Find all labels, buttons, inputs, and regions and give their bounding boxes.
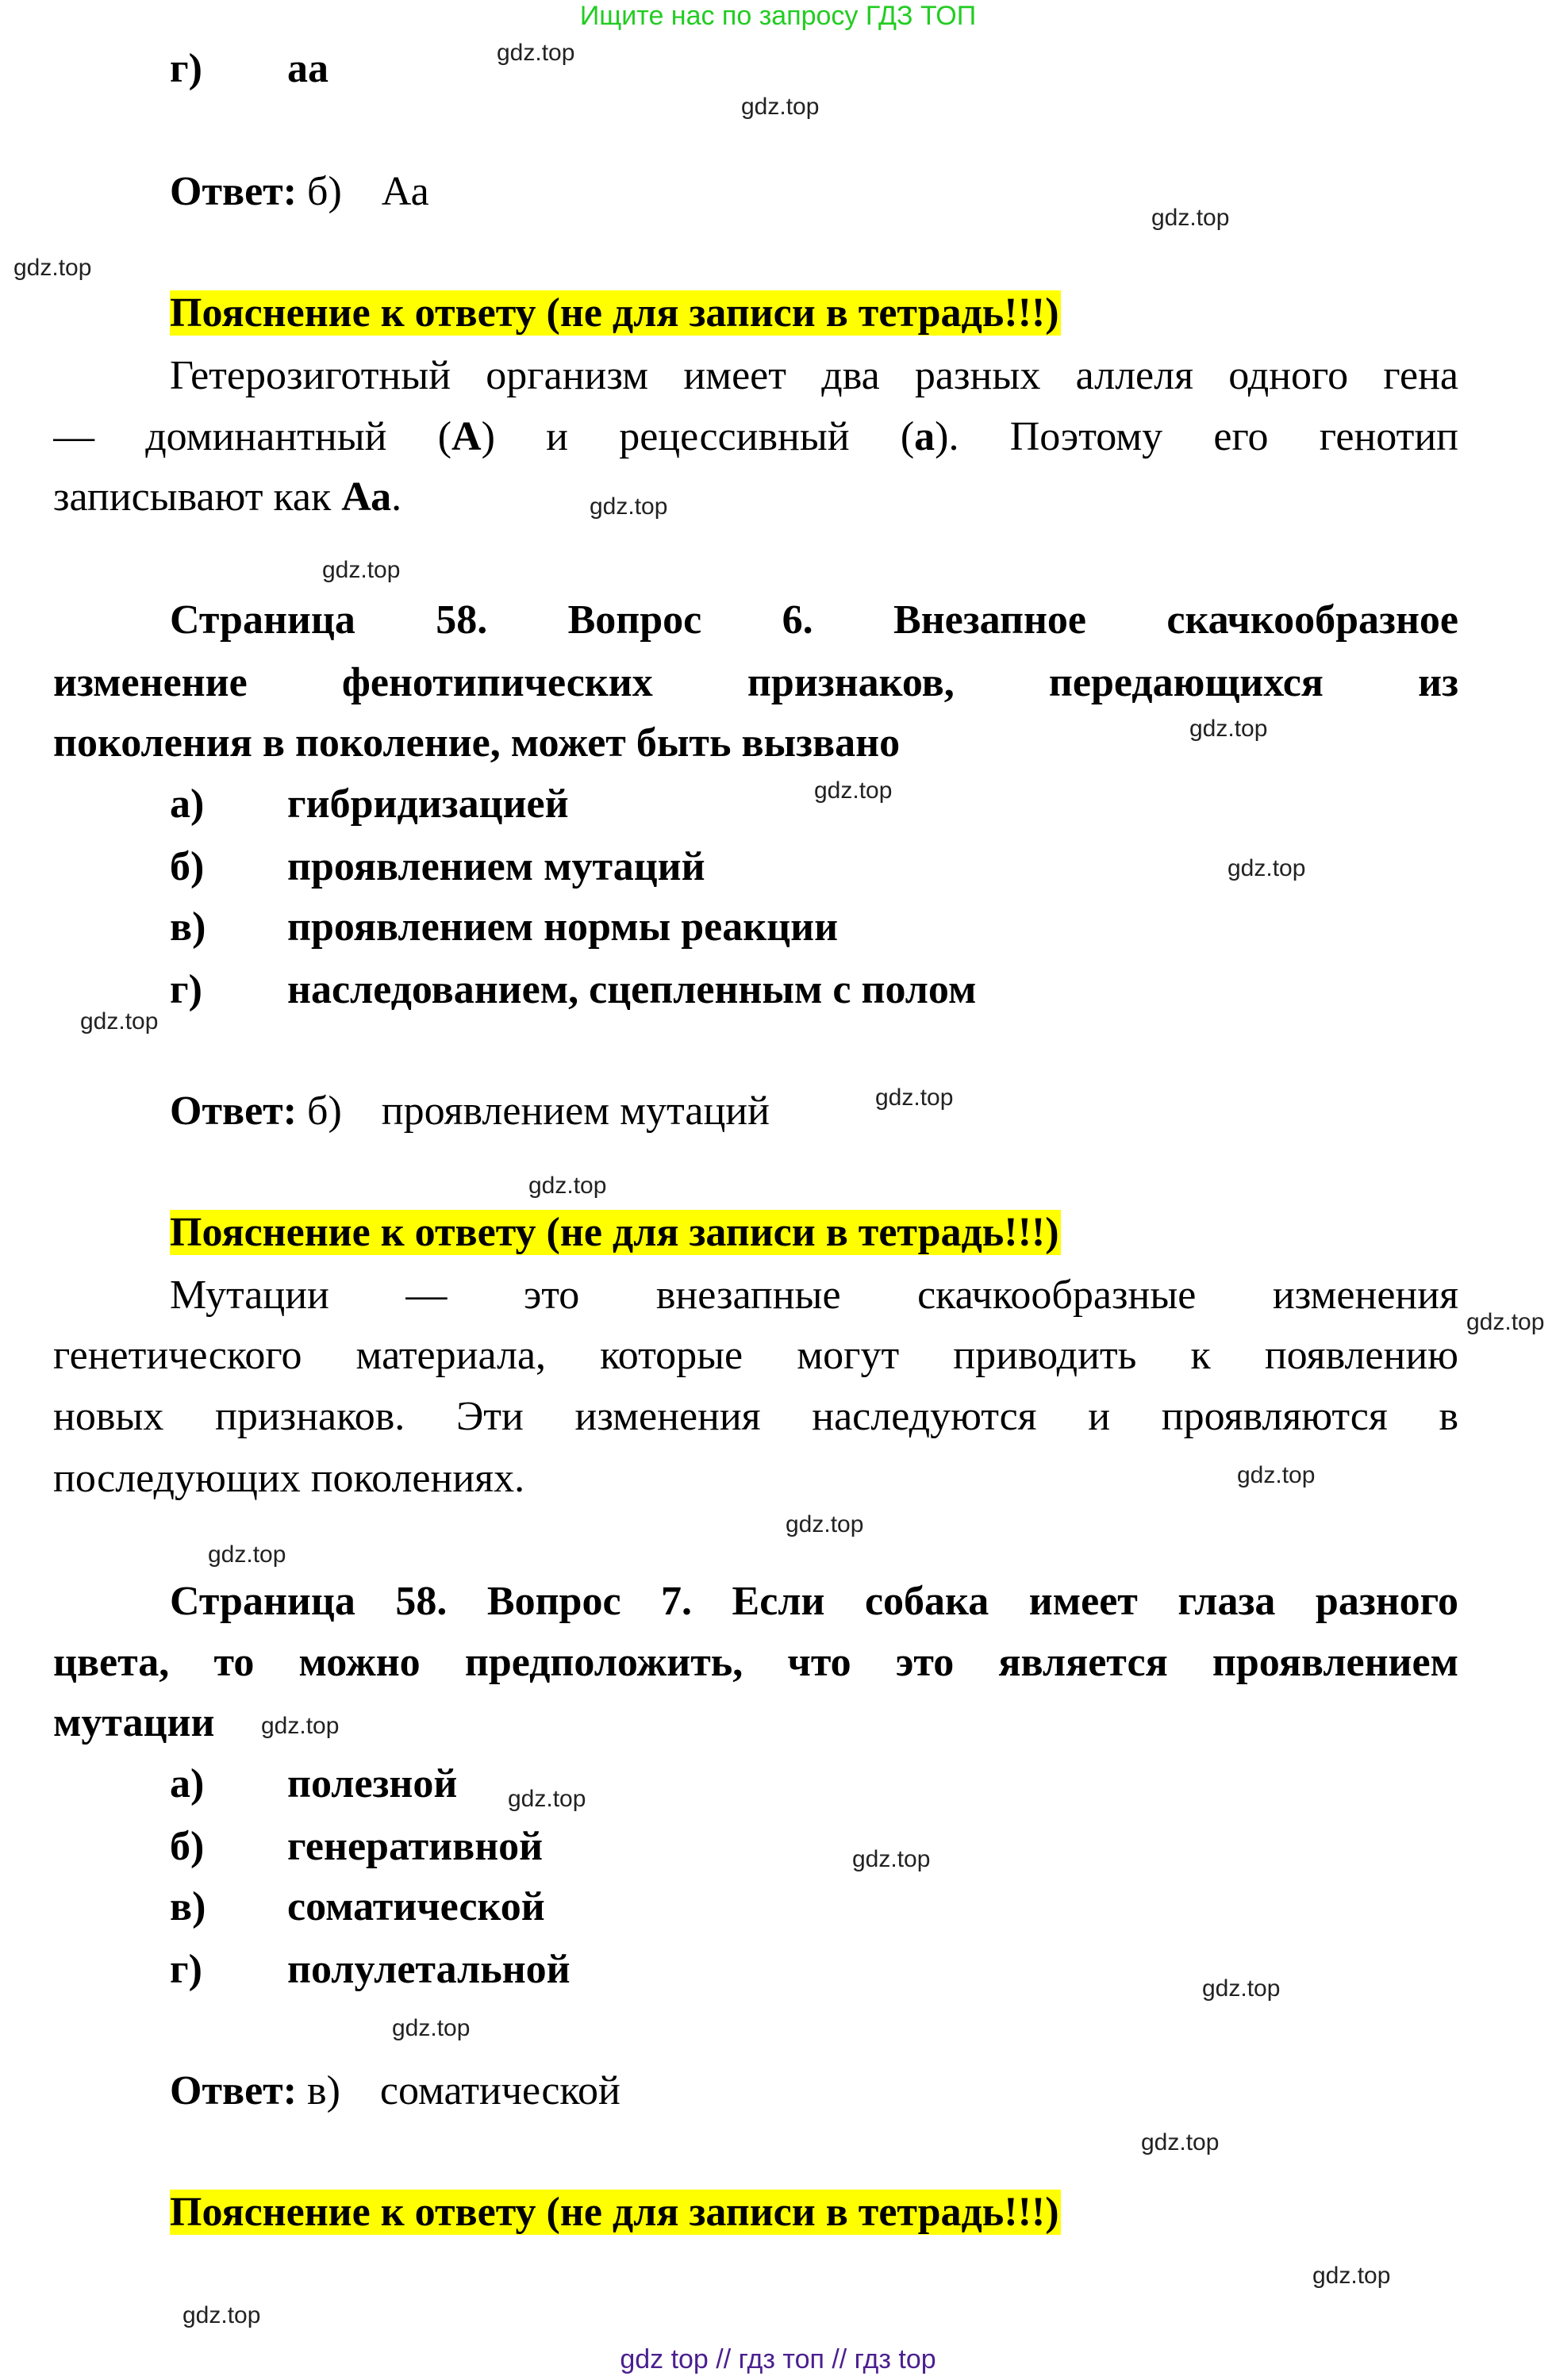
explanation-line: генетического материала, которые могут приводить к появлению — [53, 1333, 1458, 1378]
watermark: gdz.top — [875, 1084, 954, 1111]
question-line: изменение фенотипических признаков, передающихся из — [53, 660, 1458, 705]
explanation-line: новых признаков. Эти изменения наследуются и проявляются в — [53, 1394, 1458, 1439]
watermark: gdz.top — [1151, 205, 1230, 231]
bold-allele: А — [451, 414, 482, 459]
explanation-line: последующих поколениях. — [53, 1456, 525, 1501]
explanation-heading: Пояснение к ответу (не для записи в тетрадь!!!) — [170, 2190, 1059, 2235]
watermark: gdz.top — [528, 1173, 607, 1199]
explanation-line: Мутации — это внезапные скачкообразные изменения — [170, 1273, 1458, 1318]
option-letter: в) — [170, 904, 206, 950]
watermark: gdz.top — [1189, 716, 1268, 742]
option-letter: в) — [170, 1884, 206, 1929]
option-letter: б) — [170, 1824, 205, 1869]
explanation-line — [53, 466, 401, 528]
option-text: полезной — [287, 1761, 458, 1806]
explanation-heading: Пояснение к ответу (не для записи в тетрадь!!!) — [170, 1210, 1059, 1255]
bold-allele: а — [914, 414, 936, 459]
watermark: gdz.top — [814, 777, 893, 804]
answer-letter: б) — [307, 169, 342, 214]
answer-text: соматической — [379, 2068, 620, 2113]
watermark: gdz.top — [80, 1008, 159, 1035]
watermark: gdz.top — [322, 557, 401, 583]
watermark: gdz.top — [590, 493, 668, 520]
watermark: gdz.top — [13, 255, 92, 281]
text-span: записывают как — [53, 474, 342, 520]
option-letter: а) — [170, 1761, 205, 1806]
watermark: gdz.top — [508, 1786, 586, 1812]
option-letter: г) — [170, 46, 202, 91]
explanation-heading: Пояснение к ответу (не для записи в тетрадь!!!) — [170, 290, 1059, 336]
option-text: наследованием, сцепленным с полом — [287, 967, 977, 1012]
watermark: gdz.top — [208, 1541, 286, 1568]
answer-line — [170, 1081, 770, 1142]
text-span: . — [391, 474, 402, 520]
option-text: аа — [287, 46, 328, 91]
watermark: gdz.top — [1228, 855, 1306, 881]
footer-links[interactable]: gdz top // гдз топ // гдз top — [620, 2344, 936, 2374]
option-letter: а) — [170, 781, 205, 827]
watermark: gdz.top — [497, 40, 575, 66]
answer-text: Аа — [381, 169, 429, 214]
text-span: ) и рецессивный ( — [481, 414, 915, 459]
option-text: гибридизацией — [287, 781, 569, 827]
bold-genotype: Аа — [341, 474, 392, 520]
question-line: мутации — [53, 1700, 215, 1745]
answer-label: Ответ: — [170, 1088, 298, 1134]
watermark: gdz.top — [1141, 2129, 1220, 2155]
watermark: gdz.top — [1202, 1975, 1281, 2002]
option-text: генеративной — [287, 1824, 544, 1869]
watermark: gdz.top — [852, 1846, 931, 1872]
question-line: цвета, то можно предположить, что это является проявлением — [53, 1640, 1458, 1685]
question-line: поколения в поколение, может быть вызвано — [53, 720, 901, 766]
answer-letter: б) — [307, 1088, 342, 1134]
watermark: gdz.top — [786, 1511, 864, 1537]
search-banner[interactable]: Ищите нас по запросу ГДЗ ТОП — [579, 1, 977, 31]
option-letter: г) — [170, 967, 202, 1012]
option-letter: б) — [170, 844, 205, 889]
answer-line — [170, 161, 429, 222]
watermark: gdz.top — [182, 2302, 261, 2328]
option-text: проявлением нормы реакции — [287, 904, 839, 950]
question-heading: Страница 58. Вопрос 7. Если собака имеет глаза разного — [170, 1579, 1458, 1624]
option-text: проявлением мутаций — [287, 844, 705, 889]
answer-label: Ответ: — [170, 169, 298, 214]
watermark: gdz.top — [1312, 2263, 1391, 2289]
watermark: gdz.top — [1237, 1462, 1316, 1488]
answer-label: Ответ: — [170, 2068, 298, 2113]
watermark: gdz.top — [392, 2015, 471, 2041]
explanation-line — [53, 406, 1458, 467]
question-heading: Страница 58. Вопрос 6. Внезапное скачкообразное — [170, 597, 1458, 643]
option-text: полулетальной — [287, 1947, 571, 1992]
text-span: — доминантный ( — [53, 414, 452, 459]
option-letter: г) — [170, 1947, 202, 1992]
option-text: соматической — [287, 1884, 545, 1929]
explanation-line: Гетерозиготный организм имеет два разных аллеля одного гена — [170, 353, 1458, 398]
watermark: gdz.top — [1466, 1309, 1545, 1335]
answer-letter: в) — [307, 2068, 340, 2113]
watermark: gdz.top — [261, 1713, 340, 1739]
answer-text: проявлением мутаций — [381, 1088, 770, 1134]
watermark: gdz.top — [741, 94, 820, 120]
text-span: ). Поэтому его генотип — [935, 414, 1458, 459]
answer-line — [170, 2060, 620, 2121]
